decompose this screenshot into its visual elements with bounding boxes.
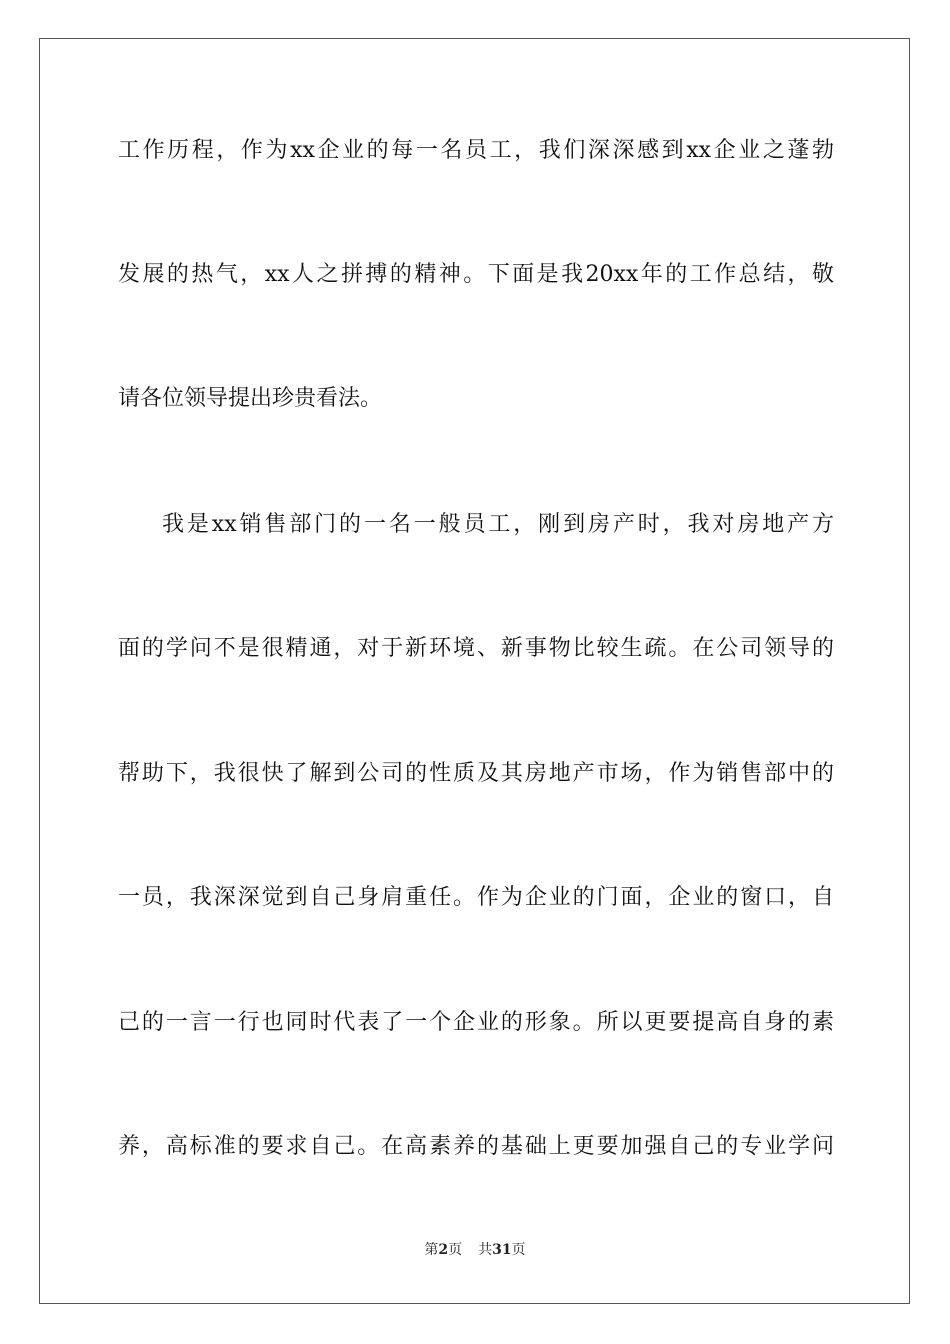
text-line-2: 发展的热气，xx人之拼搏的精神。下面是我20xx年的工作总结，敬	[118, 262, 834, 287]
page-footer	[0, 1240, 950, 1260]
footer-total-suffix: 页	[511, 1242, 526, 1258]
text-line-4-indented: 我是xx销售部门的一名一般员工，刚到房产时，我对房地产方	[162, 512, 834, 537]
text-line-9: 养，高标准的要求自己。在高素养的基础上更要加强自己的专业学问	[118, 1134, 834, 1159]
footer-current-page: 2	[438, 1242, 449, 1258]
page-border	[39, 38, 910, 1304]
footer-page-suffix: 页	[448, 1242, 463, 1258]
text-line-5: 面的学问不是很精通，对于新环境、新事物比较生疏。在公司领导的	[118, 636, 834, 661]
text-line-1: 工作历程，作为xx企业的每一名员工，我们深深感到xx企业之蓬勃	[118, 138, 834, 163]
footer-prefix: 第	[424, 1242, 439, 1258]
footer-total-pages: 31	[492, 1242, 512, 1258]
text-line-6: 帮助下，我很快了解到公司的性质及其房地产市场，作为销售部中的	[118, 761, 834, 786]
text-line-7: 一员，我深深觉到自己身肩重任。作为企业的门面，企业的窗口，自	[118, 885, 834, 910]
footer-total-prefix: 共	[478, 1242, 493, 1258]
text-line-3: 请各位领导提出珍贵看法。	[118, 386, 383, 411]
text-line-8: 己的一言一行也同时代表了一个企业的形象。所以更要提高自身的素	[118, 1010, 834, 1035]
